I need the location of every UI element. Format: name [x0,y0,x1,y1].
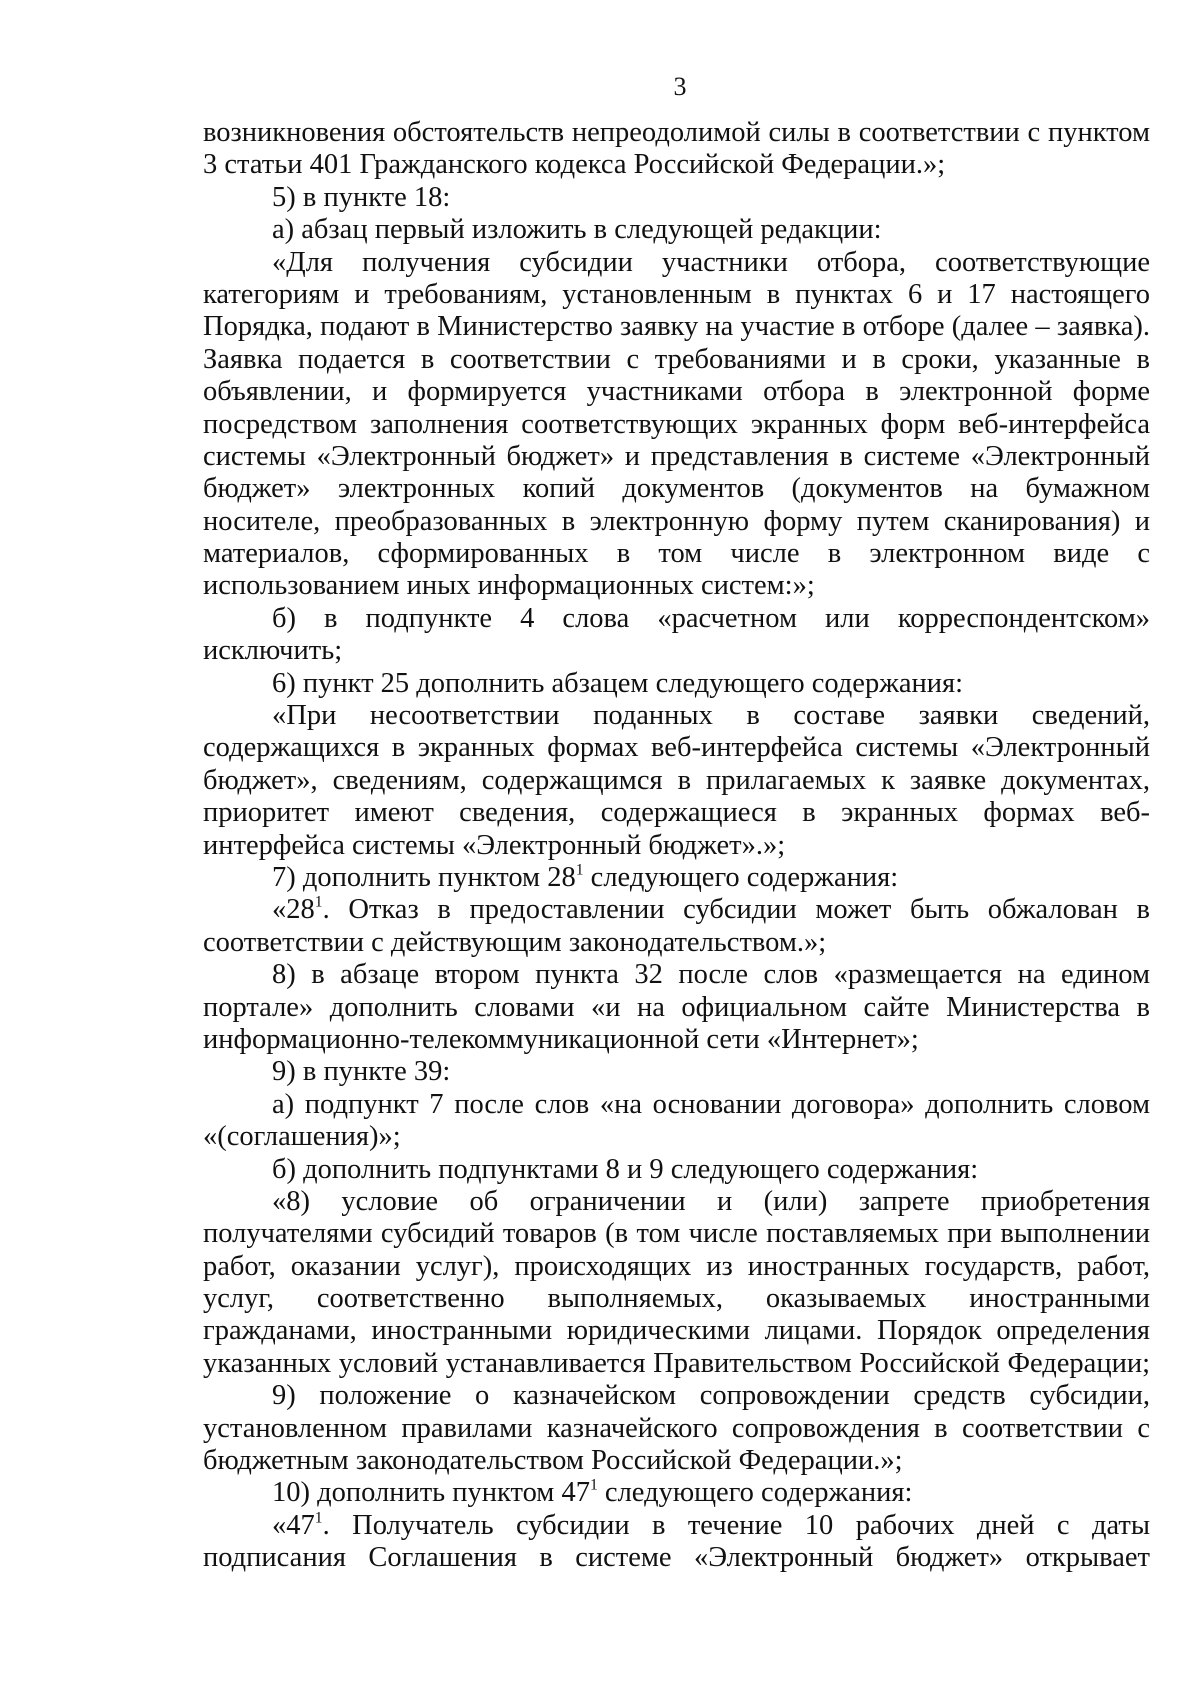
text-fragment: следующего содержания: [597,1477,913,1509]
text-line: 9) положение о казначейском сопровождении средств субсидии, [272,1380,1150,1412]
text-line: а) подпункт 7 после слов «на основании договора» дополнить словом [272,1088,1150,1120]
text-line: 5) в пункте 18: [272,181,451,213]
text-line [203,862,1150,894]
text-line [203,1510,1150,1542]
text-line: услуг, соответственно выполняемых, оказываемых иностранными [203,1283,1150,1315]
text-fragment: 10) дополнить пунктом 47 [272,1477,590,1509]
text-line: Заявка подается в соответствии с требованиями и в сроки, указанные в [203,343,1150,375]
text-line: информационно-телекоммуникационной сети «Интернет»; [203,1023,919,1055]
text-line: категориям и требованиям, установленным в пунктах 6 и 17 настоящего [203,278,1150,310]
text-line: исключить; [203,635,343,667]
text-line: Порядка, подают в Министерство заявку на участие в отборе (далее – заявка). [203,311,1150,343]
text-line: 9) в пункте 39: [272,1056,451,1088]
text-line: «При несоответствии поданных в составе заявки сведений, [272,700,1150,732]
superscript: 1 [314,1509,323,1527]
text-line: «Для получения субсидии участники отбора, соответствующие [272,246,1150,278]
text-line [203,894,1150,926]
text-line: системы «Электронный бюджет» и представления в системе «Электронный [203,440,1150,472]
text-line: использованием иных информационных систем:»; [203,570,815,602]
text-line: бюджет» электронных копий документов (документов на бумажном [203,473,1150,505]
text-line: приоритет имеют сведения, содержащиеся в экранных формах веб- [203,797,1150,829]
text-line: объявлении, и формируется участниками отбора в электронной форме [203,376,1150,408]
text-line: а) абзац первый изложить в следующей редакции: [272,214,882,246]
text-fragment: . Отказ в предоставлении субсидии может быть обжалован в [322,894,1150,926]
superscript: 1 [575,861,584,879]
text-line: б) дополнить подпунктами 8 и 9 следующего содержания: [272,1153,979,1185]
text-line: работ, оказании услуг), происходящих из иностранных государств, работ, [203,1250,1150,1282]
text-line: материалов, сформированных в том числе в электронном виде с [203,538,1150,570]
superscript: 1 [314,893,323,911]
document-body [203,117,1150,1575]
text-line: содержащихся в экранных формах веб-интерфейса системы «Электронный [203,732,1150,764]
text-fragment: следующего содержания: [583,861,899,893]
text-fragment: «28 [272,894,315,926]
text-fragment: . Получатель субсидии в течение 10 рабочих дней с даты [322,1509,1150,1541]
superscript: 1 [589,1476,598,1494]
text-line: «(соглашения)»; [203,1121,401,1153]
text-line: бюджет», сведениям, содержащимся в прилагаемых к заявке документах, [203,764,1150,796]
text-line: подписания Соглашения в системе «Электронный бюджет» открывает [203,1542,1150,1574]
text-line: указанных условий устанавливается Правительством Российской Федерации; [203,1347,1150,1379]
text-line: возникновения обстоятельств непреодолимой силы в соответствии с пунктом [203,117,1150,148]
text-line: носителе, преобразованных в электронную форму путем сканирования) и [203,505,1150,537]
text-line: гражданами, иностранными юридическими лицами. Порядок определения [203,1315,1150,1347]
text-line: 3 статьи 401 Гражданского кодекса Российской Федерации.»; [203,149,946,181]
text-line: 8) в абзаце втором пункта 32 после слов «размещается на едином [272,959,1150,991]
text-line: «8) условие об ограничении и (или) запрете приобретения [272,1185,1150,1217]
text-line: б) в подпункте 4 слова «расчетном или корреспондентском» [272,602,1150,634]
text-line [203,1477,1150,1509]
text-line: бюджетным законодательством Российской Федерации.»; [203,1445,903,1477]
text-line: 6) пункт 25 дополнить абзацем следующего содержания: [272,667,964,699]
page-number: 3 [673,72,687,101]
text-line: портале» дополнить словами «и на официальном сайте Министерства в [203,991,1150,1023]
text-line: установленном правилами казначейского сопровождения в соответствии с [203,1412,1150,1444]
text-fragment: 7) дополнить пунктом 28 [272,861,576,893]
text-line: соответствии с действующим законодательством.»; [203,926,827,958]
text-line: интерфейса системы «Электронный бюджет».»; [203,829,786,861]
text-fragment: «47 [272,1509,315,1541]
text-line: получателями субсидий товаров (в том числе поставляемых при выполнении [203,1218,1150,1250]
text-line: посредством заполнения соответствующих экранных форм веб-интерфейса [203,408,1150,440]
